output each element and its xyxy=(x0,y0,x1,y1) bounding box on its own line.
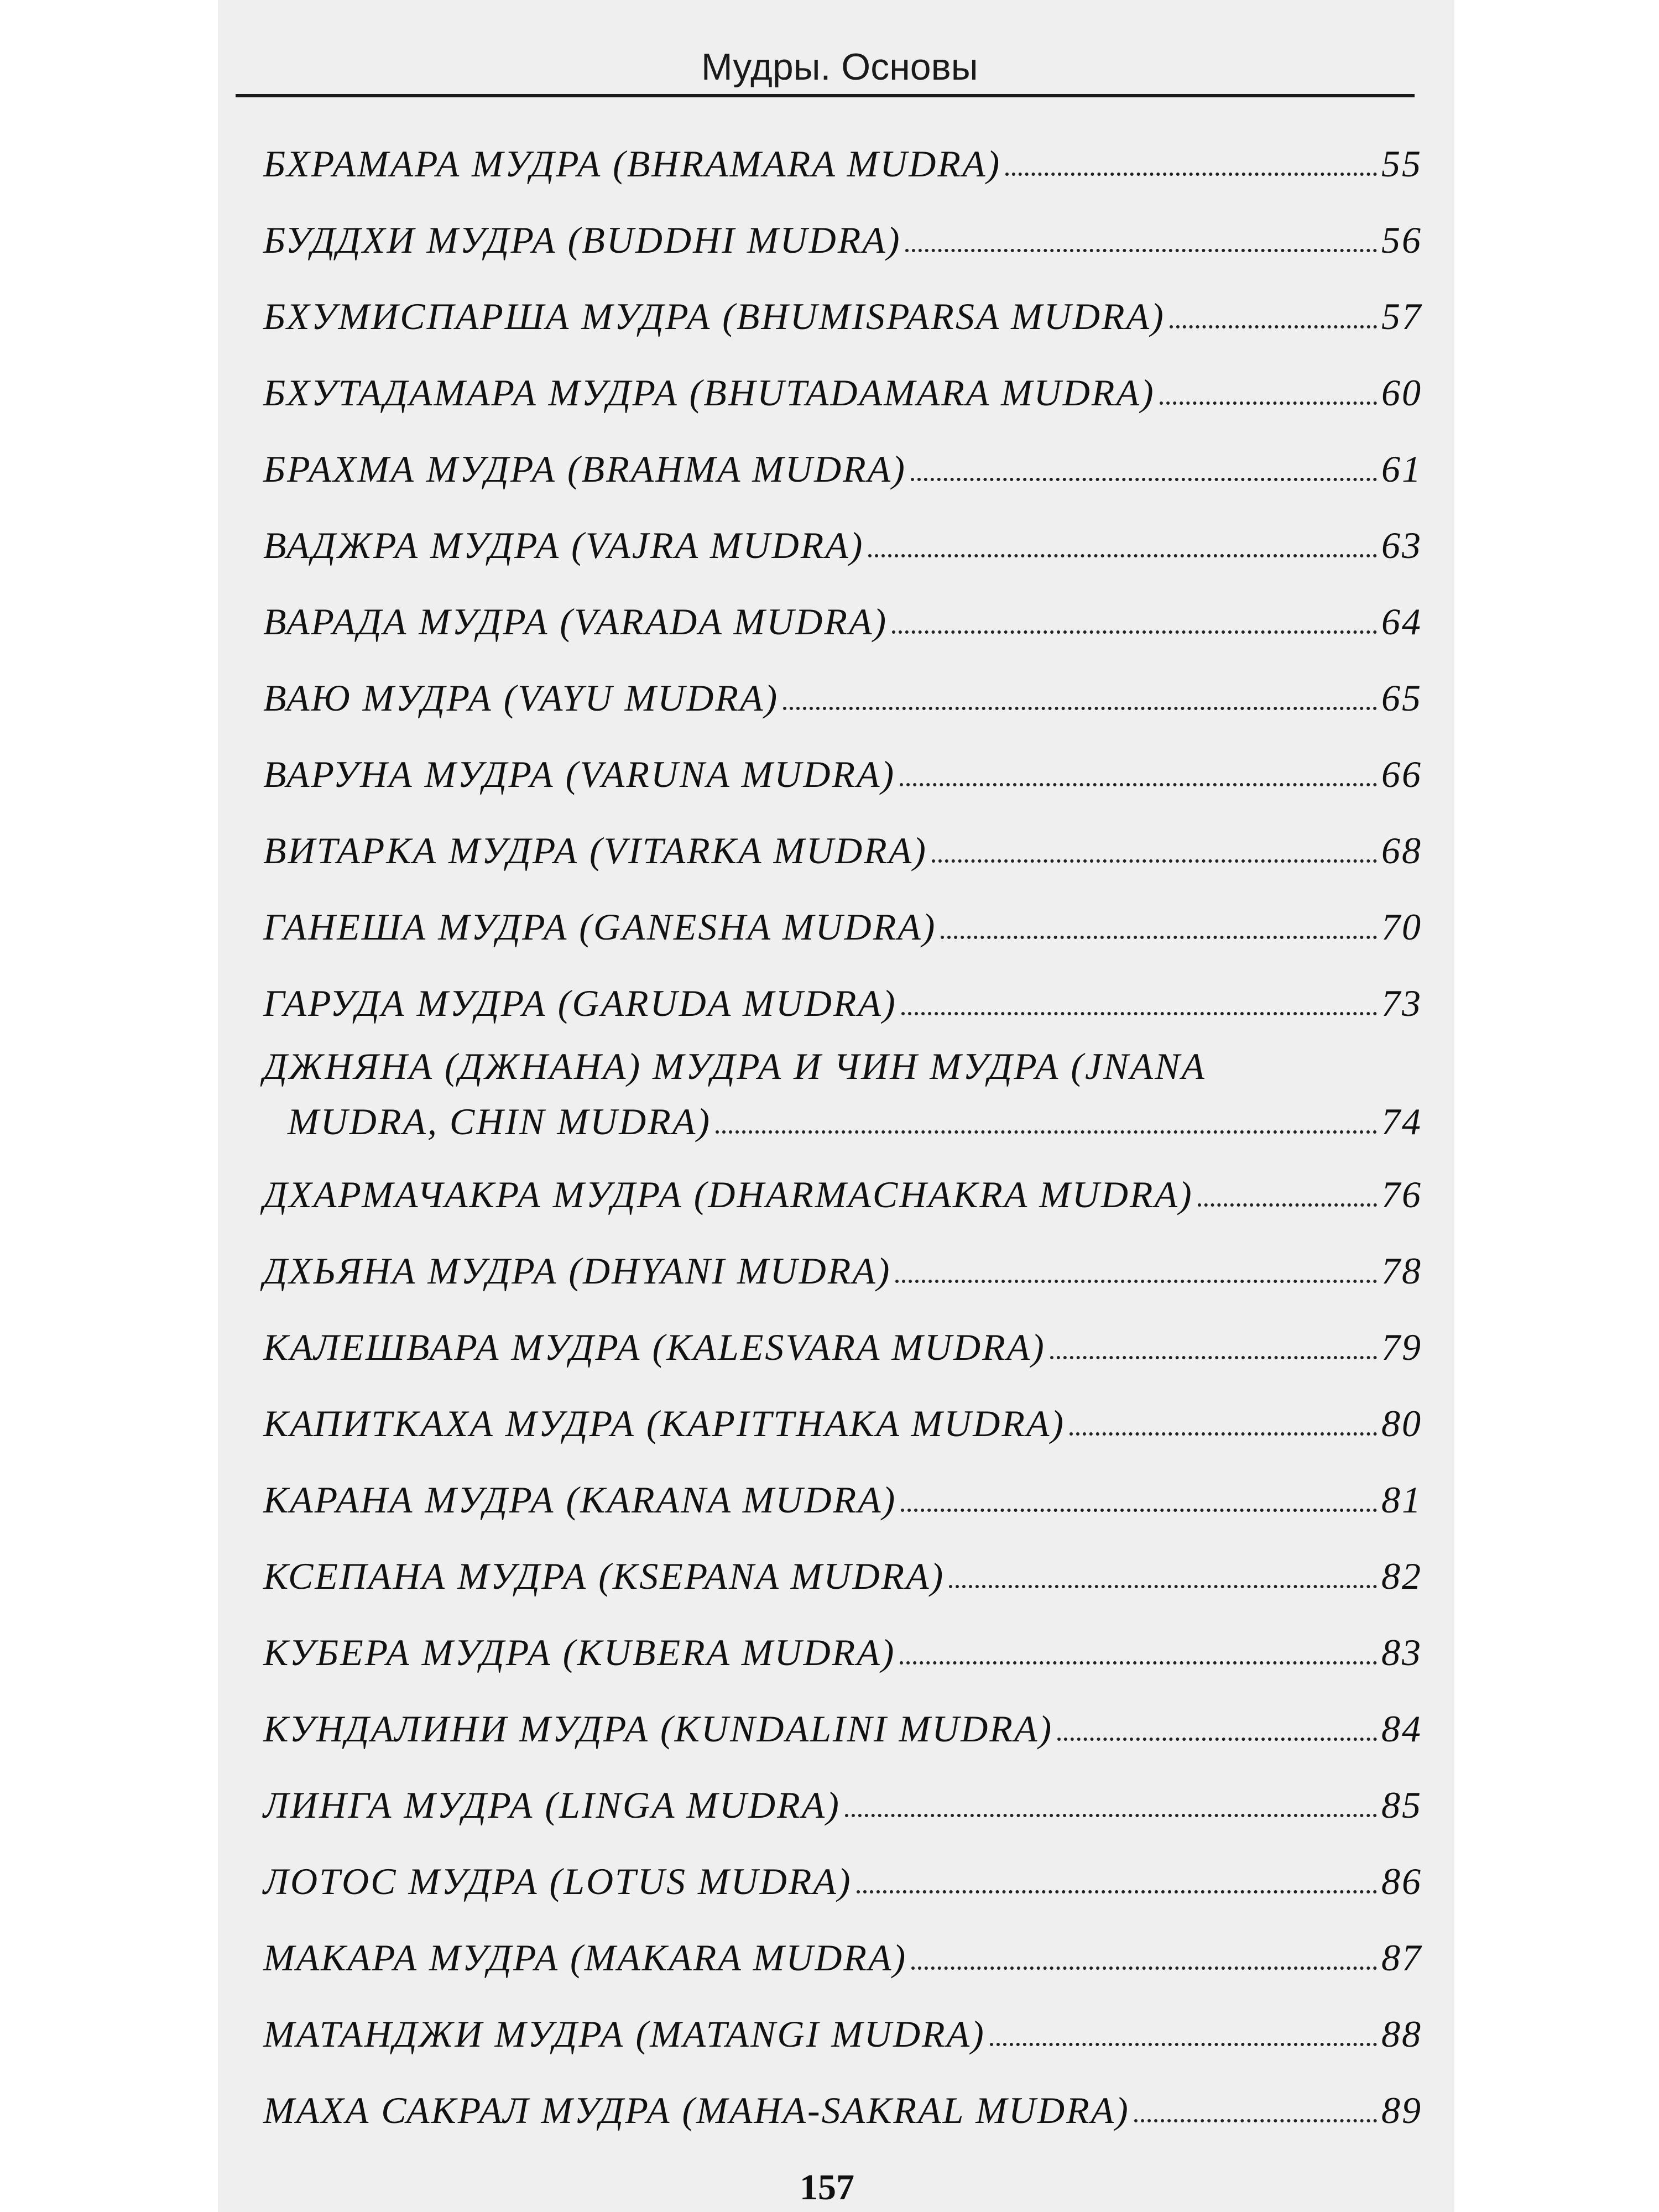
toc-entry-page: 87 xyxy=(1381,1937,1422,1979)
toc-entry-title: КУНДАЛИНИ МУДРА (KUNDALINI MUDRA) xyxy=(263,1708,1053,1750)
toc-entry-title: МАХА САКРАЛ МУДРА (MAHA-SAKRAL MUDRA) xyxy=(263,2089,1130,2131)
dot-leader xyxy=(1050,1356,1377,1359)
toc-entry xyxy=(263,1238,1422,1293)
toc-entry-title: ВАЮ МУДРА (VAYU MUDRA) xyxy=(263,677,779,719)
toc-entry xyxy=(263,1924,1422,1980)
toc-entry-title: ВАРУНА МУДРА (VARUNA MUDRA) xyxy=(263,753,896,795)
toc-entry xyxy=(263,1619,1422,1674)
toc-entry-page: 79 xyxy=(1381,1326,1422,1368)
toc-entry-title: КАЛЕШВАРА МУДРА (KALESVARA MUDRA) xyxy=(263,1326,1046,1368)
toc-entry-page: 56 xyxy=(1381,219,1422,261)
toc-entry xyxy=(263,970,1422,1025)
dot-leader xyxy=(941,936,1377,939)
dot-leader xyxy=(783,707,1377,710)
toc-entry-title: ДХЬЯНА МУДРА (DHYANI MUDRA) xyxy=(263,1250,891,1292)
dot-leader xyxy=(1134,2119,1377,2122)
toc-entry-page: 84 xyxy=(1381,1708,1422,1750)
toc-entry-title: БХУТАДАМАРА МУДРА (BHUTADAMARA MUDRA) xyxy=(263,372,1155,414)
toc-entry-page: 88 xyxy=(1381,2013,1422,2055)
dot-leader xyxy=(1160,401,1377,405)
toc-entry-page: 82 xyxy=(1381,1555,1422,1597)
toc-entry xyxy=(263,741,1422,796)
toc-entry-page: 81 xyxy=(1381,1479,1422,1521)
page-number: 157 xyxy=(800,2167,854,2208)
toc-entry-title: КАПИТКАХА МУДРА (KAPITTHAKA MUDRA) xyxy=(263,1402,1066,1444)
toc-entry-title: КАРАНА МУДРА (KARANA MUDRA) xyxy=(263,1479,897,1521)
toc-entry-page: 76 xyxy=(1381,1173,1422,1215)
toc-entry-page: 65 xyxy=(1381,677,1422,719)
toc-entry xyxy=(263,1390,1422,1446)
toc-entry-title: КСЕПАНА МУДРА (KSEPANA MUDRA) xyxy=(263,1555,945,1597)
toc-entry xyxy=(263,665,1422,720)
toc-entry-page: 55 xyxy=(1381,143,1422,185)
dot-leader xyxy=(949,1585,1377,1588)
toc-entry-title: ДЖНЯНА (ДЖНАНА) МУДРА И ЧИН МУДРА (JNANA xyxy=(263,1045,1206,1087)
toc-entry-page: 64 xyxy=(1381,601,1422,643)
toc-entry-page: 78 xyxy=(1381,1250,1422,1292)
toc-entry-page: 63 xyxy=(1381,524,1422,566)
toc-entry-title: КУБЕРА МУДРА (KUBERA MUDRA) xyxy=(263,1631,896,1673)
toc-entry-page: 70 xyxy=(1381,906,1422,948)
dot-leader xyxy=(990,2043,1377,2046)
toc-entry-page: 57 xyxy=(1381,295,1422,337)
toc-entry-page: 85 xyxy=(1381,1784,1422,1826)
toc-entry-title: ЛИНГА МУДРА (LINGA MUDRA) xyxy=(263,1784,841,1826)
toc-entry xyxy=(263,894,1422,949)
toc-entry-page: 60 xyxy=(1381,372,1422,414)
toc-entry xyxy=(263,359,1422,415)
dot-leader xyxy=(1057,1738,1377,1741)
toc-entry xyxy=(263,512,1422,567)
toc-entry-page: 83 xyxy=(1381,1631,1422,1673)
toc-entry-page: 86 xyxy=(1381,1860,1422,1902)
dot-leader xyxy=(1198,1203,1377,1207)
dot-leader xyxy=(901,1509,1377,1512)
toc-entry xyxy=(263,131,1422,186)
toc-entry xyxy=(263,1314,1422,1369)
dot-leader xyxy=(868,554,1377,557)
dot-leader xyxy=(895,1280,1377,1283)
toc-entry xyxy=(263,2001,1422,2056)
toc-entry xyxy=(263,1772,1422,1827)
toc-entry-title: БХУМИСПАРША МУДРА (BHUMISPARSA MUDRA) xyxy=(263,295,1165,337)
toc-entry xyxy=(263,1848,1422,1903)
dot-leader xyxy=(716,1130,1377,1134)
toc-entry-page: 73 xyxy=(1381,982,1422,1024)
toc-entry-page: 61 xyxy=(1381,448,1422,490)
toc-entry-title: БУДДХИ МУДРА (BUDDHI MUDRA) xyxy=(263,219,901,261)
toc-entry-title: МАТАНДЖИ МУДРА (MATANGI MUDRA) xyxy=(263,2013,985,2055)
toc-entry-title: БРАХМА МУДРА (BRAHMA MUDRA) xyxy=(263,448,906,490)
toc-entry-title: БХРАМАРА МУДРА (BHRAMARA MUDRA) xyxy=(263,143,1001,185)
toc-entry-page: 66 xyxy=(1381,753,1422,795)
dot-leader xyxy=(1005,173,1377,176)
toc-entry-title-continued: MUDRA, CHIN MUDRA) xyxy=(288,1100,711,1142)
toc-entry-page: 80 xyxy=(1381,1402,1422,1444)
toc-entry xyxy=(263,207,1422,262)
dot-leader xyxy=(900,783,1377,786)
dot-leader xyxy=(892,630,1377,634)
toc-entry-title: ВАДЖРА МУДРА (VAJRA MUDRA) xyxy=(263,524,864,566)
toc-entry-page: 74 xyxy=(1381,1100,1422,1142)
toc-entry-title: ВАРАДА МУДРА (VARADA MUDRA) xyxy=(263,601,888,643)
running-header: Мудры. Основы xyxy=(701,46,978,88)
toc-entry xyxy=(263,283,1422,338)
toc-entry xyxy=(263,1033,1422,1144)
dot-leader xyxy=(1170,325,1377,328)
toc-entry-page: 89 xyxy=(1381,2089,1422,2131)
dot-leader xyxy=(845,1814,1377,1817)
dot-leader xyxy=(905,249,1377,252)
toc-entry xyxy=(263,2077,1422,2132)
toc-entry-title: ВИТАРКА МУДРА (VITARKA MUDRA) xyxy=(263,830,927,872)
toc-entry-title: ДХАРМАЧАКРА МУДРА (DHARMACHAKRA MUDRA) xyxy=(263,1173,1193,1215)
toc-entry-title: МАКАРА МУДРА (MAKARA MUDRA) xyxy=(263,1937,907,1979)
toc-entry-page: 68 xyxy=(1381,830,1422,872)
toc-entry-title: ГАРУДА МУДРА (GARUDA MUDRA) xyxy=(263,982,897,1024)
dot-leader xyxy=(900,1661,1377,1665)
dot-leader xyxy=(932,859,1377,863)
toc-entry xyxy=(263,1695,1422,1751)
toc-entry xyxy=(263,817,1422,873)
dot-leader xyxy=(911,478,1377,481)
dot-leader xyxy=(901,1012,1377,1015)
dot-leader xyxy=(857,1890,1377,1893)
toc-entry-title: ГАНЕША МУДРА (GANESHA MUDRA) xyxy=(263,906,937,948)
toc-entry xyxy=(263,1161,1422,1217)
toc-entry xyxy=(263,588,1422,644)
dot-leader xyxy=(911,1966,1377,1970)
toc-entry-title: ЛОТОС МУДРА (LOTUS MUDRA) xyxy=(263,1860,852,1902)
toc-entry xyxy=(263,1543,1422,1598)
toc-entry xyxy=(263,1467,1422,1522)
dot-leader xyxy=(1070,1432,1377,1436)
toc-entry xyxy=(263,436,1422,491)
